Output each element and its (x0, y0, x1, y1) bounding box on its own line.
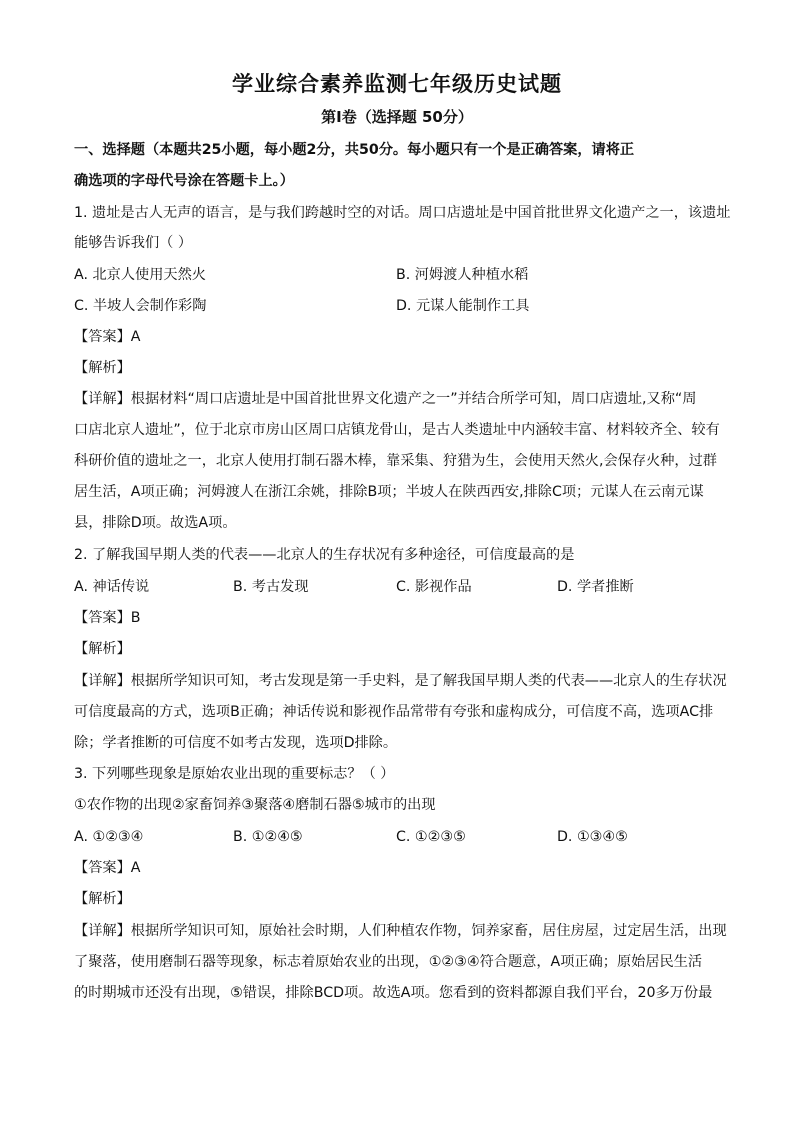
q1-option-a: A. 北京人使用天然火 (74, 267, 206, 283)
q1-detail-line4: 居生活，A项正确；河姆渡人在浙江余姚，排除B项；半坡人在陕西西安,排除C项；元谋人在云南元谋 (74, 484, 704, 500)
q1-detail-line5: 县，排除D项。故选A项。 (74, 515, 237, 531)
q1-detail-line2: 口店北京人遗址”，位于北京市房山区周口店镇龙骨山，是古人类遗址中内涵较丰富、材料较齐全、较有 (74, 422, 720, 438)
q3-detail-line2: 了聚落，使用磨制石器等现象，标志着原始农业的出现，①②③④符合题意，A项正确；原始居民生活 (74, 954, 703, 970)
q1-detail-line1: 【详解】根据材料“周口店遗址是中国首批世界文化遗产之一”并结合所学可知，周口店遗址,又称“周 (74, 391, 697, 407)
q2-stem-line1: 2. 了解我国早期人类的代表——北京人的生存状况有多种途径，可信度最高的是 (74, 547, 575, 563)
q3-analysis-label: 【解析】 (74, 891, 131, 907)
q2-detail-line1: 【详解】根据所学知识可知，考古发现是第一手史料，是了解我国早期人类的代表——北京人的生存状况 (74, 673, 727, 689)
q3-stem-line1: 3. 下列哪些现象是原始农业出现的重要标志？（ ） (74, 766, 395, 782)
q2-analysis-label: 【解析】 (74, 641, 131, 657)
q3-detail-line1: 【详解】根据所学知识可知，原始社会时期，人们种植农作物，饲养家畜，居住房屋，过定居生活，出现 (74, 923, 727, 939)
q3-detail-line3: 的时期城市还没有出现，⑤错误，排除BCD项。故选A项。您看到的资料都源自我们平台，20多万份最 (74, 985, 713, 1001)
q3-option-c: C. ①②③⑤ (396, 829, 466, 845)
q1-option-b: B. 河姆渡人种植水稻 (396, 267, 529, 283)
q1-stem-line2: 能够告诉我们（ ） (74, 235, 193, 251)
q2-option-c: C. 影视作品 (396, 579, 472, 595)
page-title: 学业综合素养监测七年级历史试题 (232, 72, 562, 96)
q2-detail-line3: 除；学者推断的可信度不如考古发现，选项D排除。 (74, 735, 398, 751)
q3-option-b: B. ①②④⑤ (233, 829, 303, 845)
q1-detail-line3: 科研价值的遗址之一，北京人使用打制石器木棒，靠采集、狩猎为生，会使用天然火,会保存火种，过群 (74, 453, 717, 469)
section-instruction-line1: 一、选择题（本题共25小题，每小题2分，共50分。每小题只有一个是正确答案，请将正 (74, 142, 635, 158)
q2-answer: 【答案】B (74, 610, 141, 626)
q1-analysis-label: 【解析】 (74, 360, 131, 376)
q2-option-a: A. 神话传说 (74, 579, 150, 595)
q1-stem-line1: 1. 遗址是古人无声的语言，是与我们跨越时空的对话。周口店遗址是中国首批世界文化遗产之一，该遗址 (74, 205, 731, 221)
q1-option-c: C. 半坡人会制作彩陶 (74, 298, 207, 314)
section-subtitle: 第Ⅰ卷（选择题 50分） (321, 108, 473, 126)
section-instruction-line2: 确选项的字母代号涂在答题卡上。） (74, 173, 294, 189)
q2-option-b: B. 考古发现 (233, 579, 309, 595)
q1-option-d: D. 元谋人能制作工具 (396, 298, 530, 314)
q3-option-a: A. ①②③④ (74, 829, 144, 845)
q2-detail-line2: 可信度最高的方式，选项B正确；神话传说和影视作品常带有夸张和虚构成分，可信度不高，选项AC排 (74, 704, 714, 720)
q3-option-d: D. ①③④⑤ (557, 829, 628, 845)
q3-answer: 【答案】A (74, 860, 141, 876)
q3-stem-line2: ①农作物的出现②家畜饲养③聚落④磨制石器⑤城市的出现 (74, 797, 436, 813)
q2-option-d: D. 学者推断 (557, 579, 634, 595)
q1-answer: 【答案】A (74, 329, 141, 345)
